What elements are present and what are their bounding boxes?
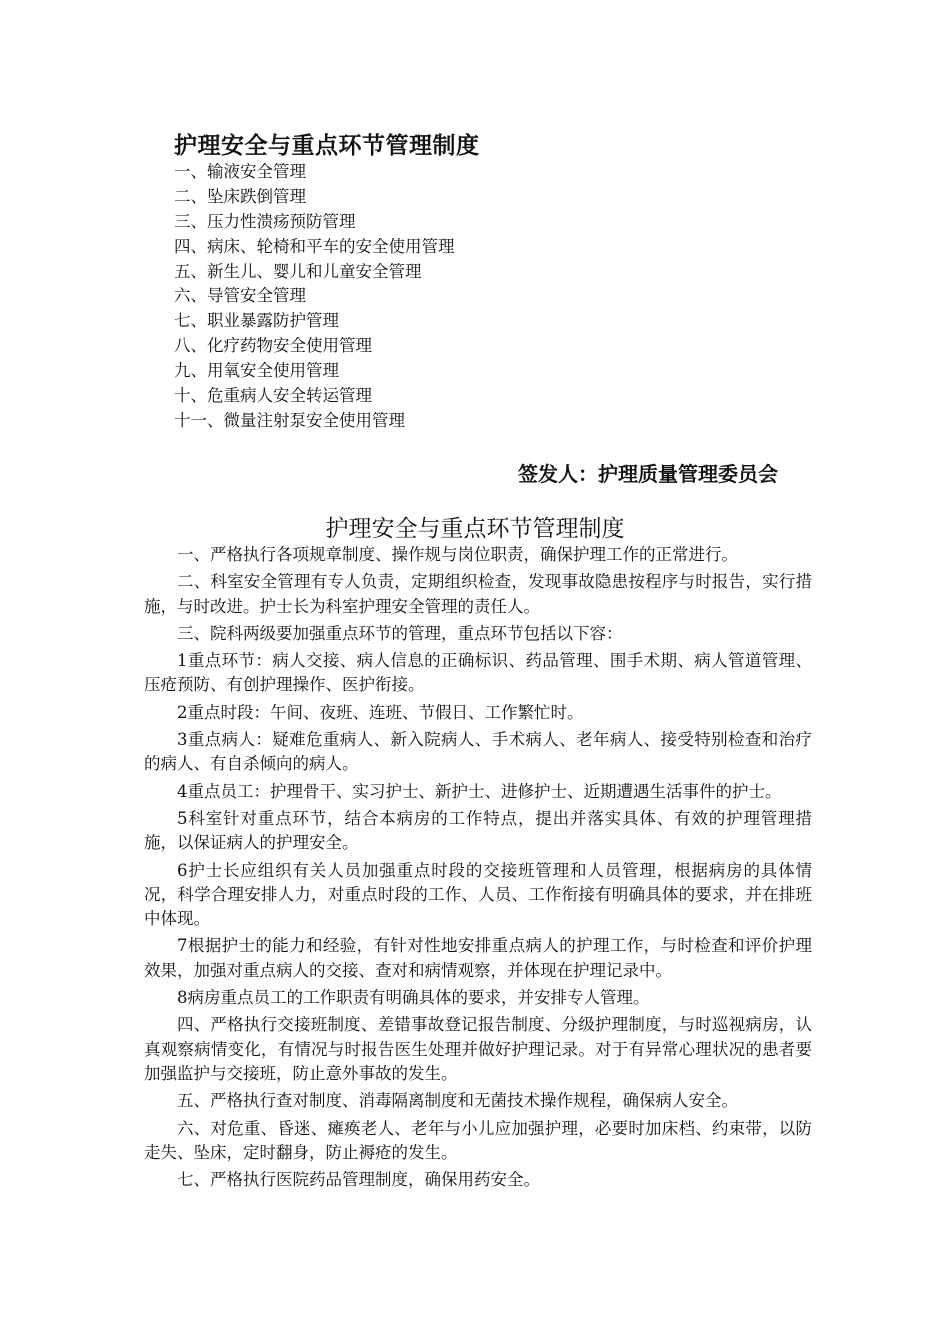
- paragraph: 三、院科两级要加强重点环节的管理，重点环节包括以下容：: [177, 623, 623, 643]
- toc-list: [174, 160, 455, 434]
- paragraph: 8病房重点员工的工作职责有明确具体的要求，并安排专人管理。: [177, 988, 650, 1008]
- paragraph: 五、严格执行查对制度、消毒隔离制度和无菌技术操作规程，确保病人安全。: [177, 1091, 738, 1111]
- paragraph: 3重点病人：疑难危重病人、新入院病人、手术病人、老年病人、接受特别检查和治疗的病人、有自杀倾向的病人。: [144, 730, 812, 774]
- toc-item: 二、坠床跌倒管理: [174, 186, 306, 206]
- paragraph: 四、严格执行交接班制度、差错事故登记报告制度、分级护理制度，与时巡视病房，认真观察病情变化，有情况与时报告医生处理并做好护理记录。对于有异常心理状况的患者要加强监护与交接班，防止意外事故的发生。: [144, 1015, 812, 1083]
- toc-title: 护理安全与重点环节管理制度: [174, 132, 480, 159]
- toc-item: 四、病床、轮椅和平车的安全使用管理: [174, 236, 455, 256]
- paragraph: 2重点时段：午间、夜班、连班、节假日、工作繁忙时。: [177, 702, 584, 722]
- toc-item: 三、压力性溃疡预防管理: [174, 211, 356, 231]
- toc-item: 五、新生儿、婴儿和儿童安全管理: [174, 261, 422, 281]
- paragraph: 1重点环节：病人交接、病人信息的正确标识、药品管理、围手术期、病人管道管理、压疮预防、有创护理操作、医护衔接。: [144, 651, 812, 695]
- toc-item: 一、输液安全管理: [174, 162, 306, 181]
- toc-item: 十一、微量注射泵安全使用管理: [174, 410, 405, 430]
- document-body: [144, 543, 812, 1195]
- paragraph: 一、严格执行各项规章制度、操作规与岗位职责，确保护理工作的正常进行。: [177, 545, 738, 564]
- document-title: 护理安全与重点环节管理制度: [325, 516, 625, 542]
- paragraph: 二、科室安全管理有专人负责，定期组织检查，发现事故隐患按程序与时报告，实行措施，与时改进。护士长为科室护理安全管理的责任人。: [144, 572, 812, 616]
- toc-item: 六、导管安全管理: [174, 286, 306, 306]
- toc-item: 八、化疗药物安全使用管理: [174, 336, 372, 356]
- toc-item: 七、职业暴露防护管理: [174, 311, 339, 331]
- paragraph: 七、严格执行医院药品管理制度，确保用药安全。: [177, 1170, 540, 1190]
- toc-item: 十、危重病人安全转运管理: [174, 386, 372, 406]
- paragraph: 7根据护士的能力和经验，有针对性地安排重点病人的护理工作，与时检查和评价护理效果，加强对重点病人的交接、查对和病情观察，并体现在护理记录中。: [144, 936, 812, 980]
- paragraph: 六、对危重、昏迷、瘫痪老人、老年与小儿应加强护理，必要时加床档、约束带，以防走失、坠床，定时翻身，防止褥疮的发生。: [144, 1118, 812, 1162]
- paragraph: 4重点员工：护理骨干、实习护士、新护士、进修护士、近期遭遇生活事件的护士。: [177, 781, 782, 801]
- signer-line: 签发人：护理质量管理委员会: [518, 462, 778, 486]
- paragraph: 6护士长应组织有关人员加强重点时段的交接班管理和人员管理，根据病房的具体情况，科学合理安排人力，对重点时段的工作、人员、工作衔接有明确具体的要求，并在排班中体现。: [144, 860, 812, 929]
- toc-item: 九、用氧安全使用管理: [174, 361, 339, 381]
- paragraph: 5科室针对重点环节，结合本病房的工作特点，提出并落实具体、有效的护理管理措施，以保证病人的护理安全。: [144, 808, 812, 853]
